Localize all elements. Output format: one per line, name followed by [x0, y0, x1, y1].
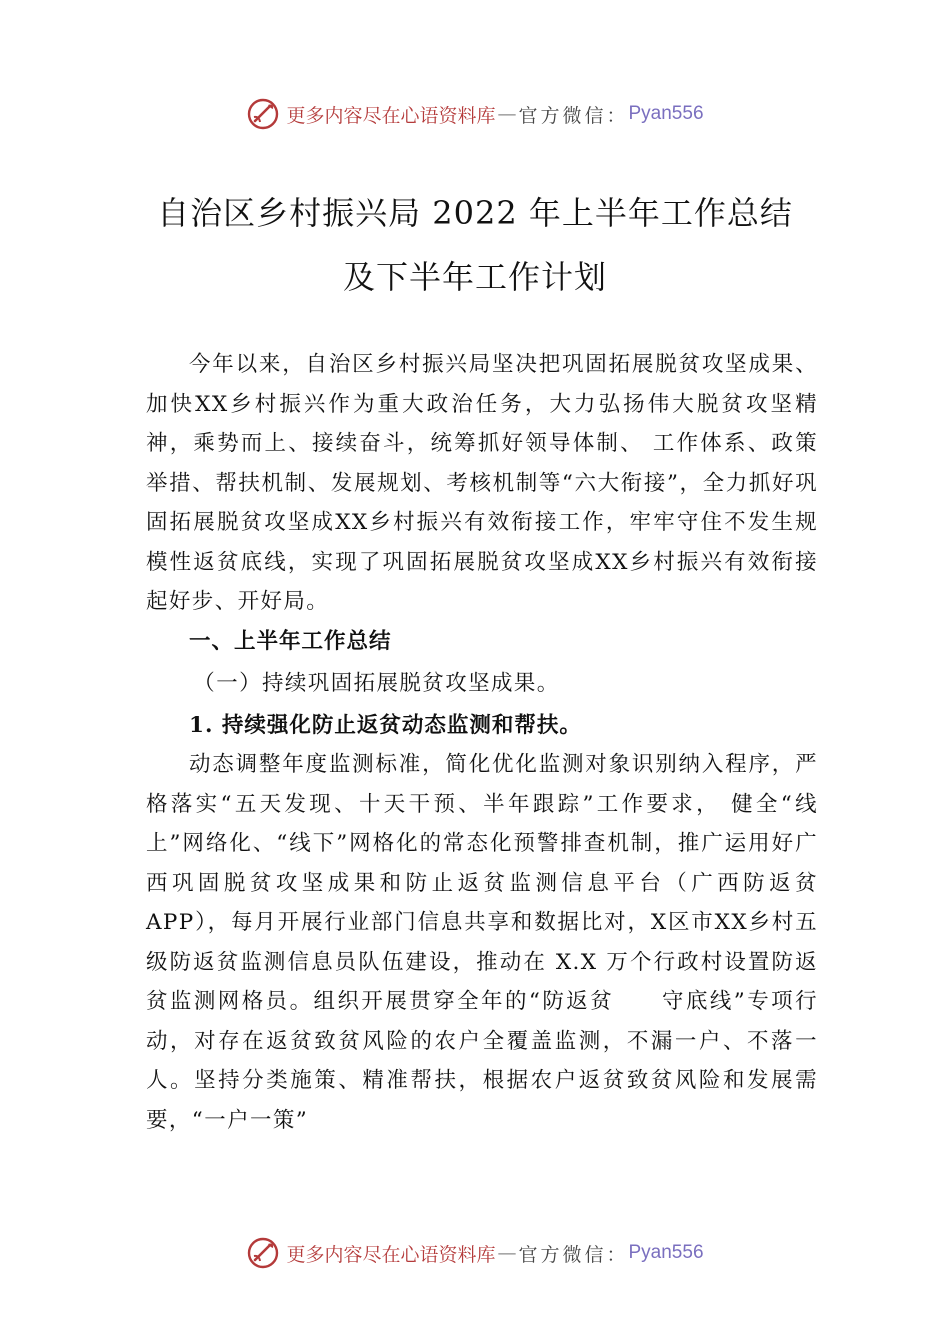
watermark-dash: — — [497, 1242, 517, 1264]
document-title-line2: 及下半年工作计划 — [342, 258, 607, 296]
item-heading-1: 1. 持续强化防止返贫动态监测和帮扶。 — [189, 712, 582, 738]
watermark-text: 更多内容尽在心语资料库 — [286, 1243, 496, 1266]
document-title-line1: 自治区乡村振兴局 2022 年上半年工作总结 — [157, 194, 793, 232]
watermark-label: 官方微信： — [518, 104, 629, 127]
scroll-quill-logo-icon — [246, 1236, 280, 1270]
watermark-footer — [0, 1233, 950, 1273]
subsection-heading-1: （一）持续巩固拓展脱贫攻坚成果。 — [193, 671, 560, 696]
watermark-wechat-id: Pyan556 — [628, 1242, 704, 1263]
section-heading-1: 一、上半年工作总结 — [189, 628, 392, 654]
watermark-text: 更多内容尽在心语资料库 — [286, 104, 496, 127]
watermark-wechat-id: Pyan556 — [628, 103, 704, 124]
watermark-label: 官方微信： — [518, 1243, 629, 1266]
document-body — [146, 345, 818, 1140]
intro-paragraph: 今年以来，自治区乡村振兴局坚决把巩固拓展脱贫攻坚成果、加快XX乡村振兴作为重大政治任务，大力弘扬伟大脱贫攻坚精神，乘势而上、接续奋斗，统筹抓好领导体制、 工作体系、政策举措、帮扶机制、发展规划、考核机制等“六大衔接”，全力抓好巩固拓展脱贫攻坚成XX乡村振兴有效衔接工作，牢牢守住不发生规模性返贫底线，实现了巩固拓展脱贫攻坚成XX乡村振兴有效衔接起好步、开好局。 — [146, 352, 818, 614]
watermark-dash: — — [497, 103, 517, 125]
watermark-header — [0, 94, 950, 134]
scroll-quill-logo-icon — [246, 97, 280, 131]
body-paragraph-1: 动态调整年度监测标准，简化优化监测对象识别纳入程序，严格落实“五天发现、十天干预、半年跟踪”工作要求， 健全“线上”网络化、“线下”网格化的常态化预警排查机制，推广运用好广西巩固脱贫攻坚成果和防止返贫监测信息平台（广西防返贫 APP），每月开展行业部门信息共享和数据比对，X区市XX乡村五级防返贫监测信息员队伍建设，推动在 X.X 万个行政村设置防返贫监测网格员。组织开展贯穿全年的“防返贫 守底线”专项行动，对存在返贫致贫风险的农户全覆盖监测，不漏一户、不落一人。坚持分类施策、精准帮扶，根据农户返贫致贫风险和发展需要，“一户一策” — [146, 752, 818, 1133]
